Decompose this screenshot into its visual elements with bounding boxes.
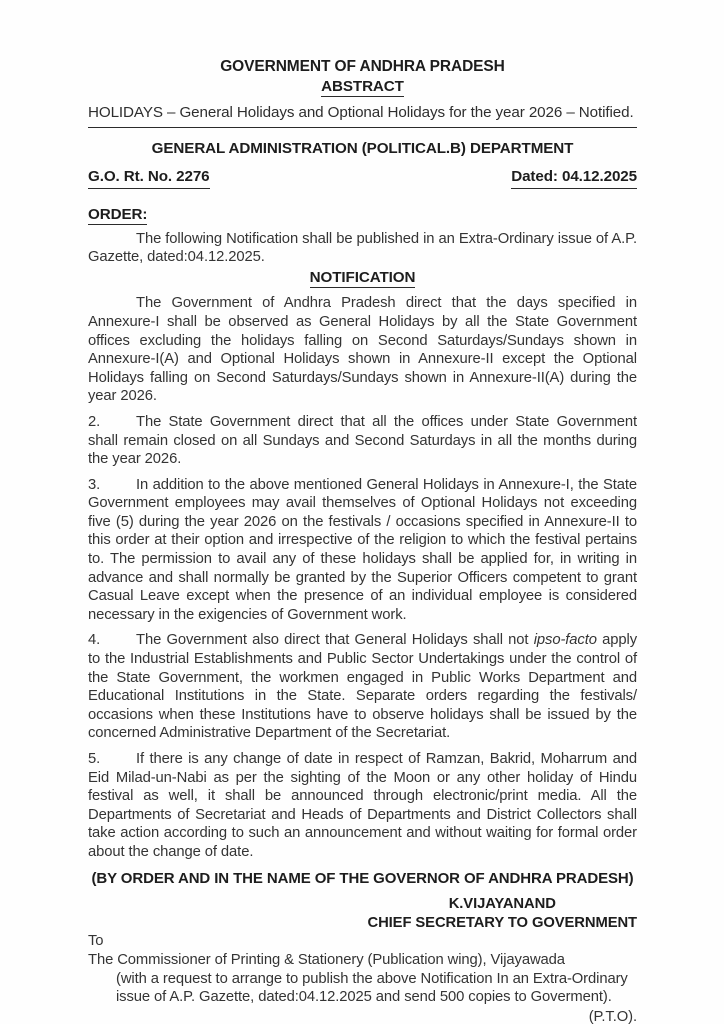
signature-block xyxy=(368,895,638,932)
paragraph-4-text-post: apply to the Industrial Establishments and Public Sector Undertakings under the control of the State Government, the workmen engaged in Public Works Department and Educational Institutions in the State. Separate orders regarding the festivals/ occasions when these Institutions have to observe holidays shall be issued by the concerned Administrative Department of the Secretariat. xyxy=(88,632,637,742)
dated-label: Dated: 04.12.2025 xyxy=(511,168,637,189)
order-heading-text: ORDER: xyxy=(88,205,148,223)
abstract-heading xyxy=(88,78,637,97)
by-order-line: (BY ORDER AND IN THE NAME OF THE GOVERNOR OF ANDHRA PRADESH) xyxy=(91,869,634,887)
paragraph-5-number: 5. xyxy=(88,751,101,767)
notification-heading xyxy=(88,269,637,288)
pto-label: (P.T.O). xyxy=(588,1008,637,1024)
abstract-heading-text: ABSTRACT xyxy=(321,77,404,95)
paragraph-3-number: 3. xyxy=(88,476,101,493)
paragraph-4 xyxy=(88,631,637,743)
notification-heading-text: NOTIFICATION xyxy=(309,268,416,286)
to-label: To xyxy=(88,933,104,950)
signatory-name: K.VIJAYANAND xyxy=(448,896,556,913)
paragraph-2-number: 2. xyxy=(88,413,101,430)
paragraph-3-text: In addition to the above mentioned General Holidays in Annexure-I, the State Government employees may avail themselves of Optional Holidays not exceeding five (5) during the year 2026 on the festivals / occasions specified in Annexure-II to this order at their option and irrespective of the religion to which the festival pertains to. The permission to avail any of these holidays shall be applied for, in writing in advance and shall normally be granted by the Superior Officers competent to grant Casual Leave except when the presence of an individual employee is considered necessary in the exigencies of Government work. xyxy=(88,476,637,623)
paragraph-4-number: 4. xyxy=(88,632,101,649)
paragraph-5-text: If there is any change of date in respect of Ramzan, Bakrid, Moharrum and Eid Milad-un-Nabi as per the sighting of the Moon or any other holiday of Hindu festival as well, it shall be announced through electronic/print media. All the Departments of Secretariat and Heads of Departments and District Collectors shall take action according to such an announcement and without waiting for formal order about the change of date. xyxy=(88,751,637,860)
department-heading: GENERAL ADMINISTRATION (POLITICAL.B) DEPARTMENT xyxy=(151,139,574,157)
order-heading xyxy=(88,206,637,225)
signatory-title: CHIEF SECRETARY TO GOVERNMENT xyxy=(367,914,637,931)
go-number-row xyxy=(88,168,637,189)
publication-note-line-1: (with a request to arrange to publish the above Notification In an Extra-Ordinary xyxy=(116,970,628,987)
publication-note-line-2: issue of A.P. Gazette, dated:04.12.2025 and send 500 copies to Goverment). xyxy=(116,989,612,1006)
paragraph-5 xyxy=(88,750,637,862)
go-number: G.O. Rt. No. 2276 xyxy=(88,168,210,189)
paragraph-1: The Government of Andhra Pradesh direct that the days specified in Annexure-I shall be observed as General Holidays by all the State Government offices excluding the holidays falling on Second Saturdays/Sundays shown in Annexure-I(A) and Optional Holidays shown in Annexure-II except the Optional Holidays falling on Second Saturdays/Sundays shown in Annexure-II(A) during the year 2026. xyxy=(88,295,637,405)
paragraph-3 xyxy=(88,476,637,625)
paragraph-2-text: The State Government direct that all the offices under State Government shall remain closed on all Sundays and Second Saturdays in all the months during the year 2026. xyxy=(88,413,637,468)
paragraph-4-text-pre: The Government also direct that General Holidays shall not xyxy=(136,632,534,649)
government-title: GOVERNMENT OF ANDHRA PRADESH xyxy=(220,58,505,75)
order-body: The following Notification shall be published in an Extra-Ordinary issue of A.P. Gazette, dated:04.12.2025. xyxy=(88,230,637,266)
paragraph-4-italic-term: ipso-facto xyxy=(533,632,597,649)
addressee-line: The Commissioner of Printing & Stationery (Publication wing), Vijayawada xyxy=(88,951,565,968)
paragraph-2 xyxy=(88,413,637,469)
subject-line: HOLIDAYS – General Holidays and Optional Holidays for the year 2026 – Notified. xyxy=(88,104,637,128)
